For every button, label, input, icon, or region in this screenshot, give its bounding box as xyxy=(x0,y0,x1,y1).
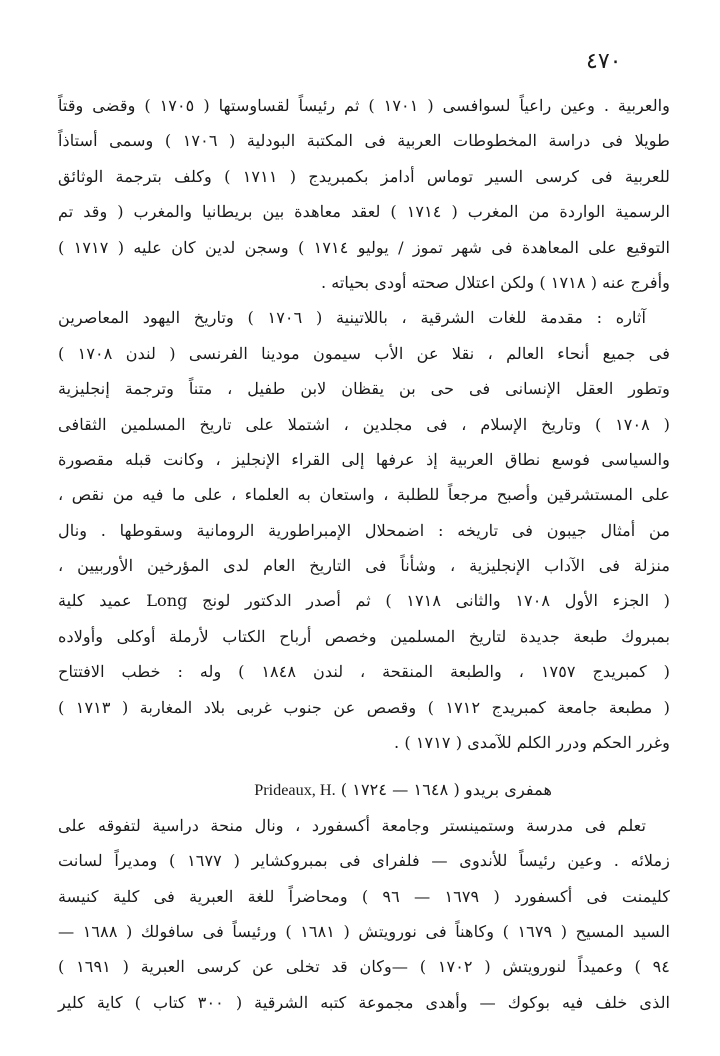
text-line: وغرر الحكم ودرر الكلم للآمدى ( ١٧١٧ ) . xyxy=(394,733,670,753)
paragraph-works xyxy=(58,300,670,760)
text-line: زملائه . وعين رئيساً للأندوى — فلفراى فى بمبروكشاير ( ١٦٧٧ ) ومديراً لسانت xyxy=(58,851,670,871)
text-line: وأفرج عنه ( ١٧١٨ ) ولكن اعتلال صحته أودى بحياته . xyxy=(320,272,670,292)
paragraph-prideaux xyxy=(58,808,670,1020)
text-line: ٩٤ ) وعميداً لنورويتش ( ١٧٠٢ ) —وكان قد تخلى عن كرسى العبرية ( ١٦٩١ ) xyxy=(58,957,670,977)
text-line: والعربية . وعين راعياً لسوافسى ( ١٧٠١ ) ثم رئيساً لقساوستها ( ١٧٠٥ ) وقضى وقتاً xyxy=(58,96,670,115)
entry-heading-name xyxy=(254,772,552,808)
text-line: ( كمبريدج ١٧٥٧ ، والطبعة المنقحة ، لندن ١٨٤٨ ) وله : خطب الافتتاح xyxy=(58,662,670,682)
text-line: الذى خلف فيه بوكوك — وأهدى مجموعة كتبه الشرقية ( ٣٠٠ كتاب ) كاية كلير xyxy=(58,992,670,1012)
text-line: فى جميع أنحاء العالم ، نقلا عن الأب سيمون مودينا الفرنسى ( لندن ١٧٠٨ ) xyxy=(58,343,670,363)
entry-name-arabic: همفرى بريدو ( ١٦٤٨ — ١٧٢٤ ) xyxy=(340,780,552,800)
text-line: تعلم فى مدرسة وستمينستر وجامعة أكسفورد ، ونال منحة دراسية لتفوقه على xyxy=(58,815,646,835)
text-line: ( ١٧٠٨ ) وتاريخ الإسلام ، فى مجلدين ، اشتملا على تاريخ المسلمين الثقافى xyxy=(58,414,670,434)
paragraph-biography-end xyxy=(58,88,670,300)
text-line: الرسمية الواردة من المغرب ( ١٧١٤ ) لعقد معاهدة بين بريطانيا والمغرب ( وقد تم xyxy=(58,202,670,222)
text-line: على المستشرقين وأصبح مرجعاً للطلبة ، واستعان به العلماء ، على ما فيه من نقص ، xyxy=(58,485,670,505)
text-line: التوقيع على المعاهدة فى شهر تموز / يوليو ١٧١٤ ) وسجن لدين كان عليه ( ١٧١٧ ) xyxy=(58,237,670,257)
entry-name-latin: Prideaux, H. xyxy=(254,781,336,800)
page-number: ٤٧٠ xyxy=(586,49,622,74)
text-line: طويلا فى دراسة المخطوطات العربية فى المكتبة البودلية ( ١٧٠٦ ) وسمى أستاذاً xyxy=(58,131,670,151)
text-line: منزلة فى الآداب الإنجليزية ، وشأناً فى التاريخ العام لدى المؤرخين الأوربيين ، xyxy=(58,556,670,576)
text-line: من أمثال جيبون فى تاريخه : اضمحلال الإمبراطورية الرومانية وسقوطها . ونال xyxy=(58,520,670,540)
text-line: للعربية فى كرسى السير توماس أدامز بكمبريدج ( ١٧١١ ) وكلف بترجمة الوثائق xyxy=(58,166,670,186)
text-line: ( الجزء الأول ١٧٠٨ والثانى ١٧١٨ ) ثم أصدر الدكتور لونج Long عميد كلية xyxy=(58,591,670,611)
text-line: بمبروك طبعة جديدة لتاريخ المسلمين وخصص أرباح الكتاب لأرملة أوكلى وأولاده xyxy=(58,626,670,646)
page-body xyxy=(58,88,670,1020)
text-line: وتطور العقل الإنسانى فى حى بن يقظان لابن طفيل ، متناً وترجمة إنجليزية xyxy=(58,379,670,399)
text-line: والسياسى فوسع نطاق العربية إذ عرفها إلى القراء الإنجليز ، وكانت قبله مقصورة xyxy=(58,449,670,469)
text-line: آثاره : مقدمة للغات الشرقية ، باللاتينية ( ١٧٠٦ ) وتاريخ اليهود المعاصرين xyxy=(58,308,646,328)
spacer xyxy=(58,760,670,772)
text-line: كليمنت فى أكسفورد ( ١٦٧٩ — ٩٦ ) ومحاضراً للغة العبرية فى كلية كنيسة xyxy=(58,886,670,906)
text-line: السيد المسيح ( ١٦٧٩ ) وكاهناً فى نورويتش ( ١٦٨١ ) ورئيساً فى سافولك ( ١٦٨٨ — xyxy=(58,921,670,941)
entry-heading xyxy=(58,772,670,807)
text-line: ( مطبعة جامعة كمبريدج ١٧١٢ ) وقصص عن جنوب غربى بلاد المغاربة ( ١٧١٣ ) xyxy=(58,697,670,717)
